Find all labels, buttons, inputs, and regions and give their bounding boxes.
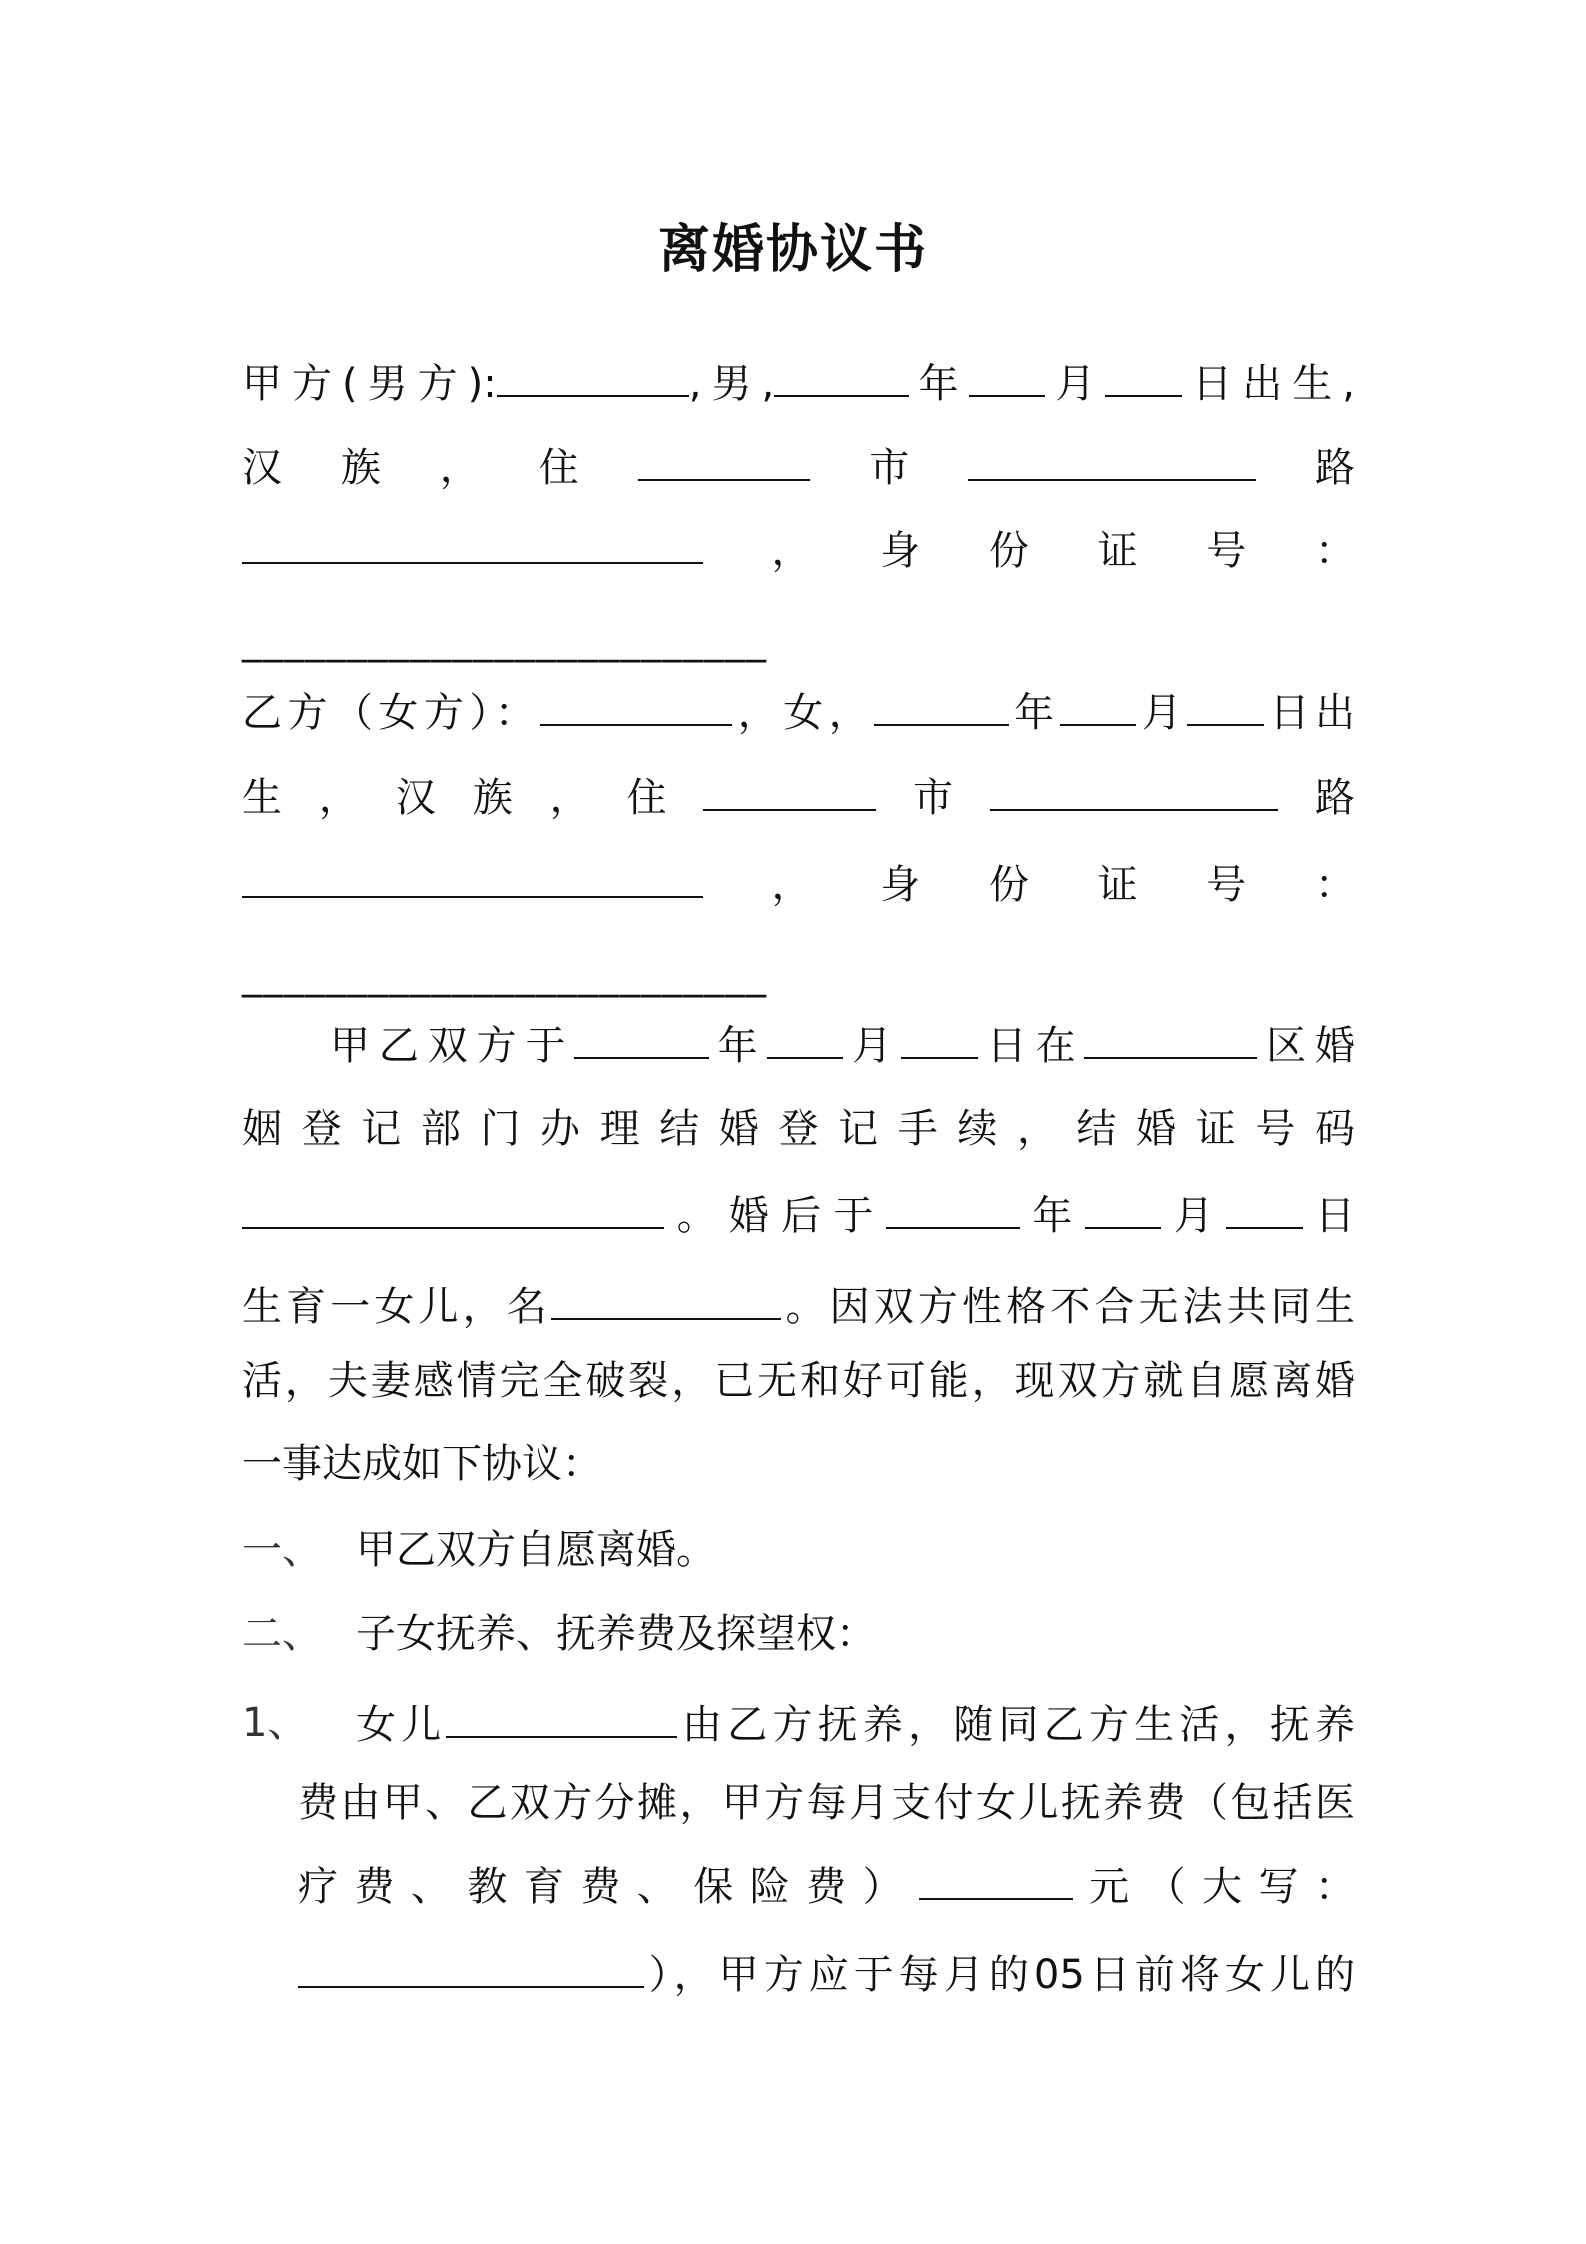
fill-in-blank bbox=[1085, 1189, 1162, 1229]
fill-in-blank bbox=[446, 1698, 676, 1738]
fill-in-blank bbox=[242, 1189, 664, 1229]
preamble-line-5: 活，夫妻感情完全破裂，已无和好可能，现双方就自愿离婚 bbox=[242, 1358, 1355, 1404]
fill-in-blank bbox=[703, 771, 876, 811]
clause-1-label: 一、 bbox=[242, 1527, 322, 1573]
preamble-line-4: 生育一女儿，名 。因双方性格不合无法共同生 bbox=[242, 1280, 1355, 1332]
fill-in-blank bbox=[551, 1280, 781, 1320]
sub-clause-line-4: ），甲方应于每月的05日前将女儿的 bbox=[298, 1948, 1355, 2000]
preamble-line-6: 一事达成如下协议： bbox=[242, 1441, 602, 1487]
fill-in-blank bbox=[969, 357, 1046, 397]
fill-in-blank bbox=[990, 771, 1278, 811]
party-a-line-3: ，身份证号： bbox=[242, 524, 1355, 576]
fill-in-blank bbox=[638, 441, 811, 481]
fill-in-blank bbox=[540, 686, 732, 726]
party-b-line-1: 乙方（女方）： ，女， 年 月 日出 bbox=[242, 686, 1355, 738]
fill-in-blank bbox=[874, 686, 1008, 726]
fill-in-blank bbox=[919, 1860, 1073, 1900]
fill-in-blank bbox=[242, 524, 703, 564]
fill-in-blank bbox=[1105, 357, 1182, 397]
sub-clause-line-1: 女儿 由乙方抚养，随同乙方生活，抚养 bbox=[356, 1698, 1355, 1750]
party-b-line-3: ，身份证号： bbox=[242, 858, 1355, 910]
preamble-line-3: 。婚后于 年 月 日 bbox=[242, 1189, 1355, 1241]
fill-in-blank bbox=[1187, 686, 1264, 726]
party-a-line-1: 甲方(男方): ,男, 年 月 日出生, bbox=[242, 357, 1355, 409]
sub-clause-line-3: 疗费、教育费、保险费） 元（大写： bbox=[298, 1860, 1355, 1912]
sub-clause-line-2: 费由甲、乙双方分摊，甲方每月支付女儿抚养费（包括医 bbox=[298, 1780, 1355, 1826]
fill-in-blank bbox=[1226, 1189, 1303, 1229]
fill-in-blank bbox=[242, 858, 703, 898]
party-a-id-blank: _________________________ bbox=[242, 617, 767, 663]
clause-1-text: 甲乙双方自愿离婚。 bbox=[356, 1527, 716, 1573]
party-a-line-2: 汉族，住 市 路 bbox=[242, 441, 1355, 493]
fill-in-blank bbox=[574, 1019, 708, 1059]
fill-in-blank bbox=[1060, 686, 1137, 726]
fill-in-blank bbox=[901, 1019, 978, 1059]
fill-in-blank bbox=[497, 357, 689, 397]
preamble-line-1: 甲乙双方于 年 月 日在 区婚 bbox=[330, 1019, 1355, 1071]
fill-in-blank bbox=[886, 1189, 1020, 1229]
fill-in-blank bbox=[968, 441, 1256, 481]
preamble-line-2: 姻登记部门办理结婚登记手续，结婚证号码 bbox=[242, 1106, 1355, 1152]
document-title: 离婚协议书 bbox=[657, 220, 928, 280]
party-b-line-2: 生，汉族，住 市 路 bbox=[242, 771, 1355, 823]
clause-2-text: 子女抚养、抚养费及探望权： bbox=[356, 1611, 876, 1657]
fill-in-blank bbox=[1084, 1019, 1257, 1059]
party-b-id-blank: _________________________ bbox=[242, 952, 767, 998]
clause-2-label: 二、 bbox=[242, 1611, 322, 1657]
sub-clause-label: 1、 bbox=[242, 1700, 308, 1746]
fill-in-blank bbox=[774, 357, 908, 397]
fill-in-blank bbox=[298, 1948, 644, 1988]
fill-in-blank bbox=[767, 1019, 844, 1059]
